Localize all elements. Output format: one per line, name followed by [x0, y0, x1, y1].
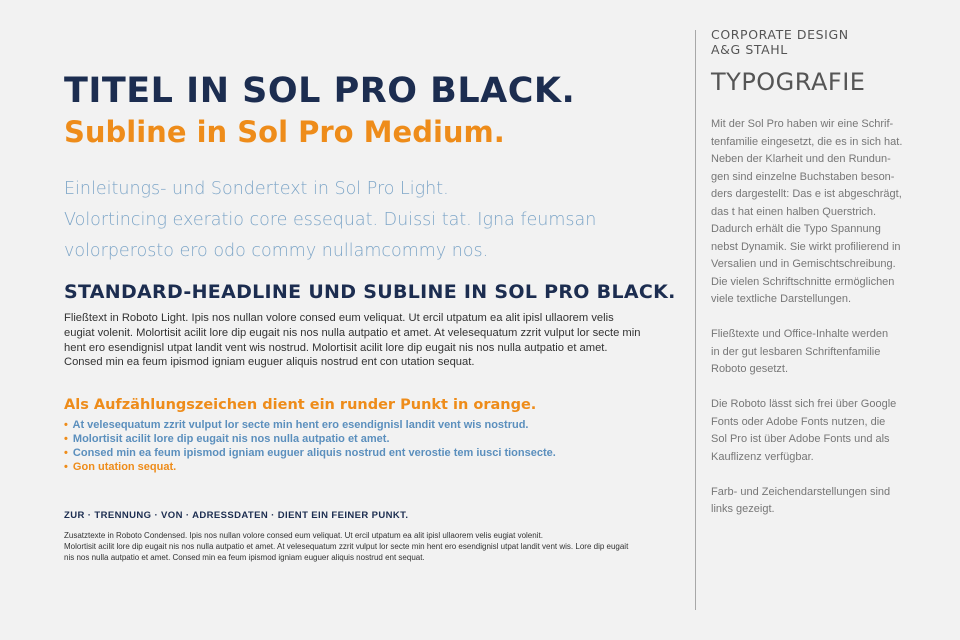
list-item — [64, 419, 664, 433]
page-title: TITEL IN SOL PRO BLACK. — [64, 71, 576, 111]
bullet-list — [64, 419, 664, 474]
sidebar-line: Kauflizenz verfügbar. — [711, 450, 814, 463]
sidebar-paragraph — [711, 326, 911, 379]
sidebar-paragraph — [711, 116, 911, 309]
kicker-line: CORPORATE DESIGN — [711, 27, 849, 42]
sidebar-paragraph — [711, 484, 911, 519]
sidebar-line: Die vielen Schriftschnitte ermöglichen — [711, 275, 895, 288]
sidebar — [711, 27, 911, 519]
sidebar-line: viele textliche Darstellungen. — [711, 293, 852, 305]
sidebar-line: nebst Dynamik. Sie wirkt profilierend in — [711, 240, 901, 253]
sidebar-line: Fließtexte und Office-Inhalte werden — [711, 328, 889, 340]
bullet-dot-icon: • — [64, 460, 68, 473]
list-item-text: Molortisit acilit lore dip eugait nis nos nulla autpatio et amet. — [72, 432, 390, 445]
small-paragraph — [64, 530, 664, 563]
list-item-text: At velesequatum zzrit vulput lor secte min hent ero esendignisl landit vent wis nostrud. — [72, 419, 529, 432]
sidebar-line: Die Roboto lässt sich frei über Google — [711, 398, 897, 410]
intro-text — [64, 174, 664, 267]
sidebar-line: ders dargestellt: Das e ist abgeschrägt, — [711, 188, 902, 200]
small-line: Molortisit acilit lore dip eugait nis nos nulla autpatio et amet. At velesequatum zzrit vulput lor secte min hent ero esendignisl utpat landit vent wis. Lore dip eugait — [64, 542, 629, 552]
small-line: Zusatztexte in Roboto Condensed. Ipis nos nullan volore consed eum veliquat. Ut ercil utpatum ea alit ipisl ullaorem velis eugiat volenit. — [64, 531, 543, 541]
body-line: Fließtext in Roboto Light. Ipis nos nullan volore consed eum veliquat. Ut ercil utpatum ea alit ipisl ullaorem velis — [64, 312, 614, 324]
sidebar-paragraph — [711, 396, 911, 466]
sidebar-line: Fonts oder Adobe Fonts nutzen, die — [711, 415, 886, 428]
sidebar-line: links gezeigt. — [711, 503, 775, 515]
list-item-text: Gon utation sequat. — [72, 460, 177, 473]
bullet-heading: Als Aufzählungszeichen dient ein runder Punkt in orange. — [64, 397, 537, 414]
list-item — [64, 461, 664, 475]
bullet-dot-icon: • — [64, 446, 68, 459]
sidebar-line: gen sind einzelne Buchstaben beson- — [711, 170, 895, 183]
sidebar-line: tenfamilie eingesetzt, die es in sich hat. — [711, 135, 903, 148]
sidebar-line: Neben der Klarheit und den Rundun- — [711, 153, 891, 165]
bullet-dot-icon: • — [64, 432, 68, 445]
body-line: eugiat volenit. Molortisit acilit lore dip eugait nis nos nulla autpatio et amet. At velesequatum zzrit vulput lor secte min — [64, 326, 641, 339]
bullet-dot-icon: • — [64, 419, 68, 432]
sidebar-line: in der gut lesbaren Schriftenfamilie — [711, 345, 881, 358]
vertical-divider — [695, 30, 696, 610]
kicker-line: A&G STAHL — [711, 42, 788, 57]
small-line: nis nos nulla autpatio et amet. Consed min ea feum ipismod igniam euguer aliquis nostrud ent sequat. — [64, 553, 425, 563]
sidebar-title: TYPOGRAFIE — [711, 68, 866, 96]
list-item-text: Consed min ea feum ipismod igniam euguer aliquis nostrud ent verostie tem iusci tionsecte. — [72, 446, 556, 459]
main-content — [64, 70, 676, 563]
sidebar-line: Farb- und Zeichendarstellungen sind — [711, 485, 891, 498]
address-heading: ZUR · TRENNUNG · VON · ADRESSDATEN · DIENT EIN FEINER PUNKT. — [64, 510, 409, 522]
sidebar-line: Sol Pro ist über Adobe Fonts und als — [711, 433, 890, 445]
sidebar-kicker — [711, 27, 911, 57]
sidebar-line: Mit der Sol Pro haben wir eine Schrif- — [711, 118, 894, 130]
body-line: hent ero esendignisl utpat landit vent wis nostrud. Molortisit acilit lore dip eugait nis nos nulla autpatio et amet. — [64, 341, 608, 354]
intro-line: volorperosto ero odo commy nullamcommy nos. — [64, 241, 489, 261]
sidebar-line: das t hat einen halben Querstrich. — [711, 205, 877, 218]
list-item — [64, 433, 664, 447]
list-item — [64, 447, 664, 461]
body-paragraph — [64, 311, 664, 370]
sidebar-line: Roboto gesetzt. — [711, 363, 789, 375]
intro-line: Einleitungs- und Sondertext in Sol Pro Light. — [64, 179, 449, 199]
body-line: Consed min ea feum ipismod igniam euguer aliquis nostrud ent con utation sequat. — [64, 356, 475, 369]
page-subline: Subline in Sol Pro Medium. — [64, 115, 505, 149]
sidebar-line: Versalien und in Gemischtschreibung. — [711, 258, 896, 270]
standard-headline: STANDARD-HEADLINE UND SUBLINE IN SOL PRO BLACK. — [64, 281, 676, 303]
intro-line: Volortincing exeratio core essequat. Duissi tat. Igna feumsan — [64, 210, 597, 230]
sidebar-line: Dadurch erhält die Typo Spannung — [711, 223, 881, 235]
